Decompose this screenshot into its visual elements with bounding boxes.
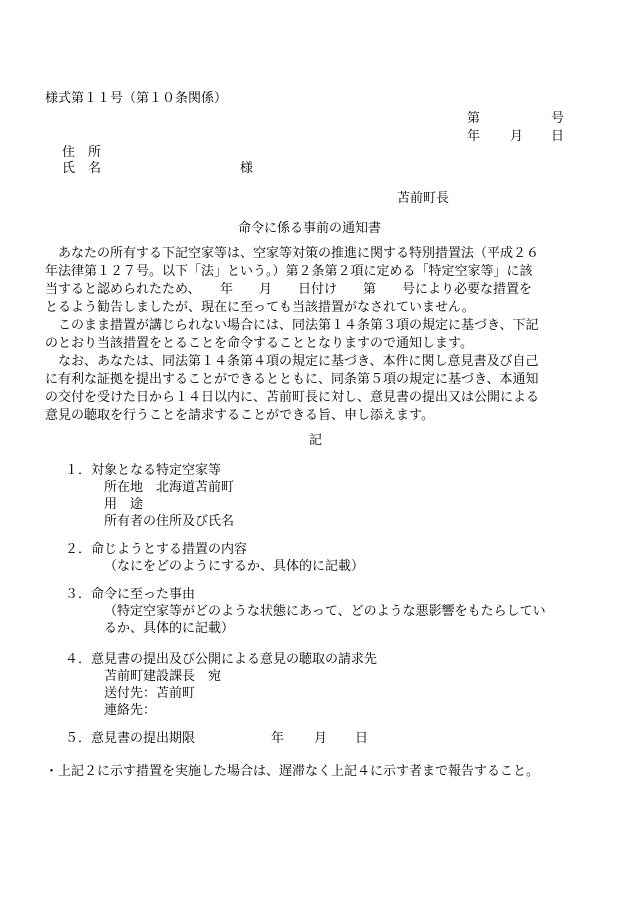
item-1-heading: １．対象となる特定空家等 [65,463,222,478]
name-label: 氏 名 [62,161,102,176]
paragraph-line: とるよう勧告しましたが、現在に至っても当該措置がなされていません。 [45,300,475,315]
item-5-day: 日 [355,731,369,746]
item-2-heading: ２．命じようとする措置の内容 [65,542,248,557]
paragraph-line: に有利な証拠を提出することができるとともに、同条第５項の規定に基づき、本通知 [45,372,539,387]
number-go: 号 [551,111,565,126]
paragraph-2 [45,317,585,353]
item-4-heading: ４．意見書の提出及び公開による意見の聴取の請求先 [65,652,378,667]
item-5-month: 月 [314,731,328,746]
item-1-owner: 所有者の住所及び氏名 [104,514,235,529]
report-note: ・上記２に示す措置を実施した場合は、遅滞なく上記４に示す者まで報告すること。 [45,764,540,779]
item-3-detail-1: （特定空家等がどのような状態にあって、どのような悪影響をもたらしてい [104,604,546,619]
paragraph-line: 年法律第１２７号。以下「法」という。）第２条第２項に定める「特定空家等」に該 [45,264,533,279]
paragraph-line: あなたの所有する下記空家等は、空家等対策の推進に関する特別措置法（平成２６ [45,246,540,261]
item-3-detail-2: るか、具体的に記載） [104,621,235,636]
item-4-addressee: 苫前町建設課長 宛 [104,669,222,684]
paragraph-1 [45,245,585,317]
item-3-heading: ３．命令に至った事由 [65,587,196,602]
item-1-usage: 用 途 [104,497,144,512]
item-4-contact: 連絡先： [104,703,157,718]
date-month: 月 [510,129,524,144]
paragraph-line: 当すると認められたため、 年 月 日付け 第 号により必要な措置を [45,282,532,297]
honorific: 様 [240,161,254,176]
ki-heading: 記 [309,433,323,448]
item-5-year: 年 [271,731,285,746]
paragraph-line: このまま措置が講じられない場合には、同法第１４条第３項の規定に基づき、下記 [45,318,539,333]
item-1-location: 所在地 北海道苫前町 [104,480,235,495]
number-dai: 第 [467,111,481,126]
item-4-send-to: 送付先：苫前町 [104,686,196,701]
paragraph-line: のとおり当該措置をとることを命令することとなりますので通知します。 [45,336,473,351]
paragraph-3 [45,353,585,425]
date-year: 年 [467,129,481,144]
paragraph-line: の交付を受けた日から１４日以内に、苫前町長に対し、意見書の提出又は公開による [45,390,540,405]
sender: 苫前町長 [397,191,450,206]
paragraph-line: なお、あなたは、同法第１４条第４項の規定に基づき、本件に関し意見書及び自己 [45,354,539,369]
date-day: 日 [551,129,565,144]
document-title: 命令に係る事前の通知書 [238,221,382,236]
address-label: 住 所 [62,145,102,160]
item-5-heading: ５．意見書の提出期限 [65,731,196,746]
form-number: 様式第１１号（第１０条関係） [45,91,228,106]
item-2-detail: （なにをどのようにするか、具体的に記載） [104,559,365,574]
paragraph-line: 意見の聴取を行うことを請求することができる旨、申し添えます。 [45,408,434,423]
